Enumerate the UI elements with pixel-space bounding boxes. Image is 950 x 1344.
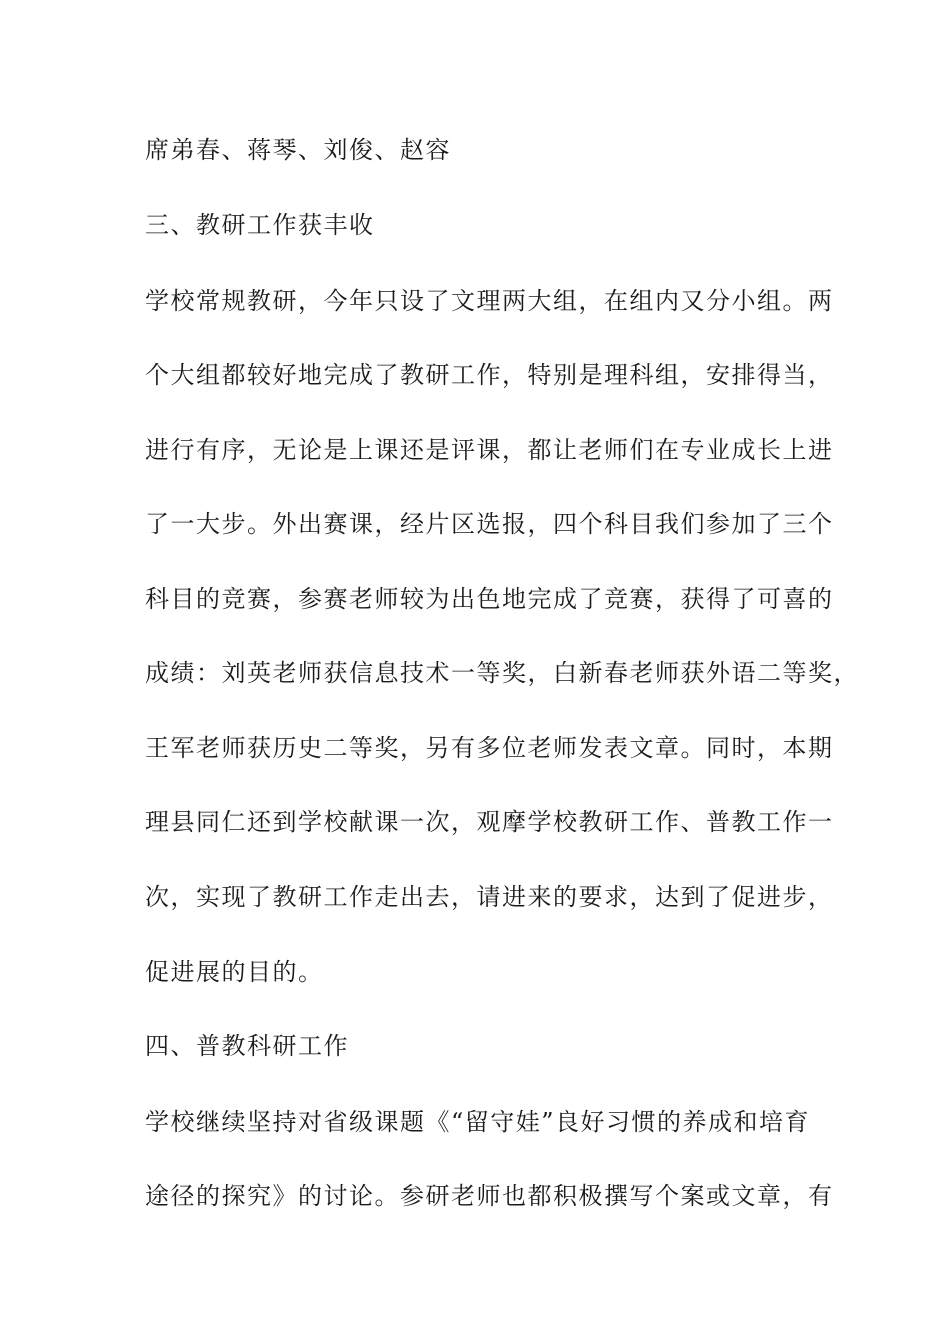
paragraph-line: 学校常规教研，今年只设了文理两大组，在组内又分小组。两 [145, 287, 834, 315]
section-heading-4: 四、普教科研工作 [145, 1032, 349, 1060]
text-line-names: 席弟春、蒋琴、刘俊、赵容 [145, 136, 451, 164]
paragraph-line: 理县同仁还到学校献课一次，观摩学校教研工作、普教工作一 [145, 808, 834, 836]
paragraph-line: 途径的探究》的讨论。参研老师也都积极撰写个案或文章，有 [145, 1182, 834, 1210]
paragraph-line: 个大组都较好地完成了教研工作，特别是理科组，安排得当， [145, 361, 834, 389]
paragraph-line: 次，实现了教研工作走出去，请进来的要求，达到了促进步， [145, 883, 834, 911]
paragraph-line: 科目的竞赛，参赛老师较为出色地完成了竞赛，获得了可喜的 [145, 585, 834, 613]
paragraph-line: 成绩：刘英老师获信息技术一等奖，白新春老师获外语二等奖， [145, 659, 859, 687]
section-heading-3: 三、教研工作获丰收 [145, 211, 375, 239]
paragraph-line: 了一大步。外出赛课，经片区选报，四个科目我们参加了三个 [145, 510, 834, 538]
paragraph-line: 促进展的目的。 [145, 958, 324, 986]
paragraph-line: 王军老师获历史二等奖，另有多位老师发表文章。同时，本期 [145, 734, 834, 762]
paragraph-line: 学校继续坚持对省级课题《“留守娃”良好习惯的养成和培育 [145, 1108, 811, 1136]
paragraph-line: 进行有序，无论是上课还是评课，都让老师们在专业成长上进 [145, 436, 834, 464]
